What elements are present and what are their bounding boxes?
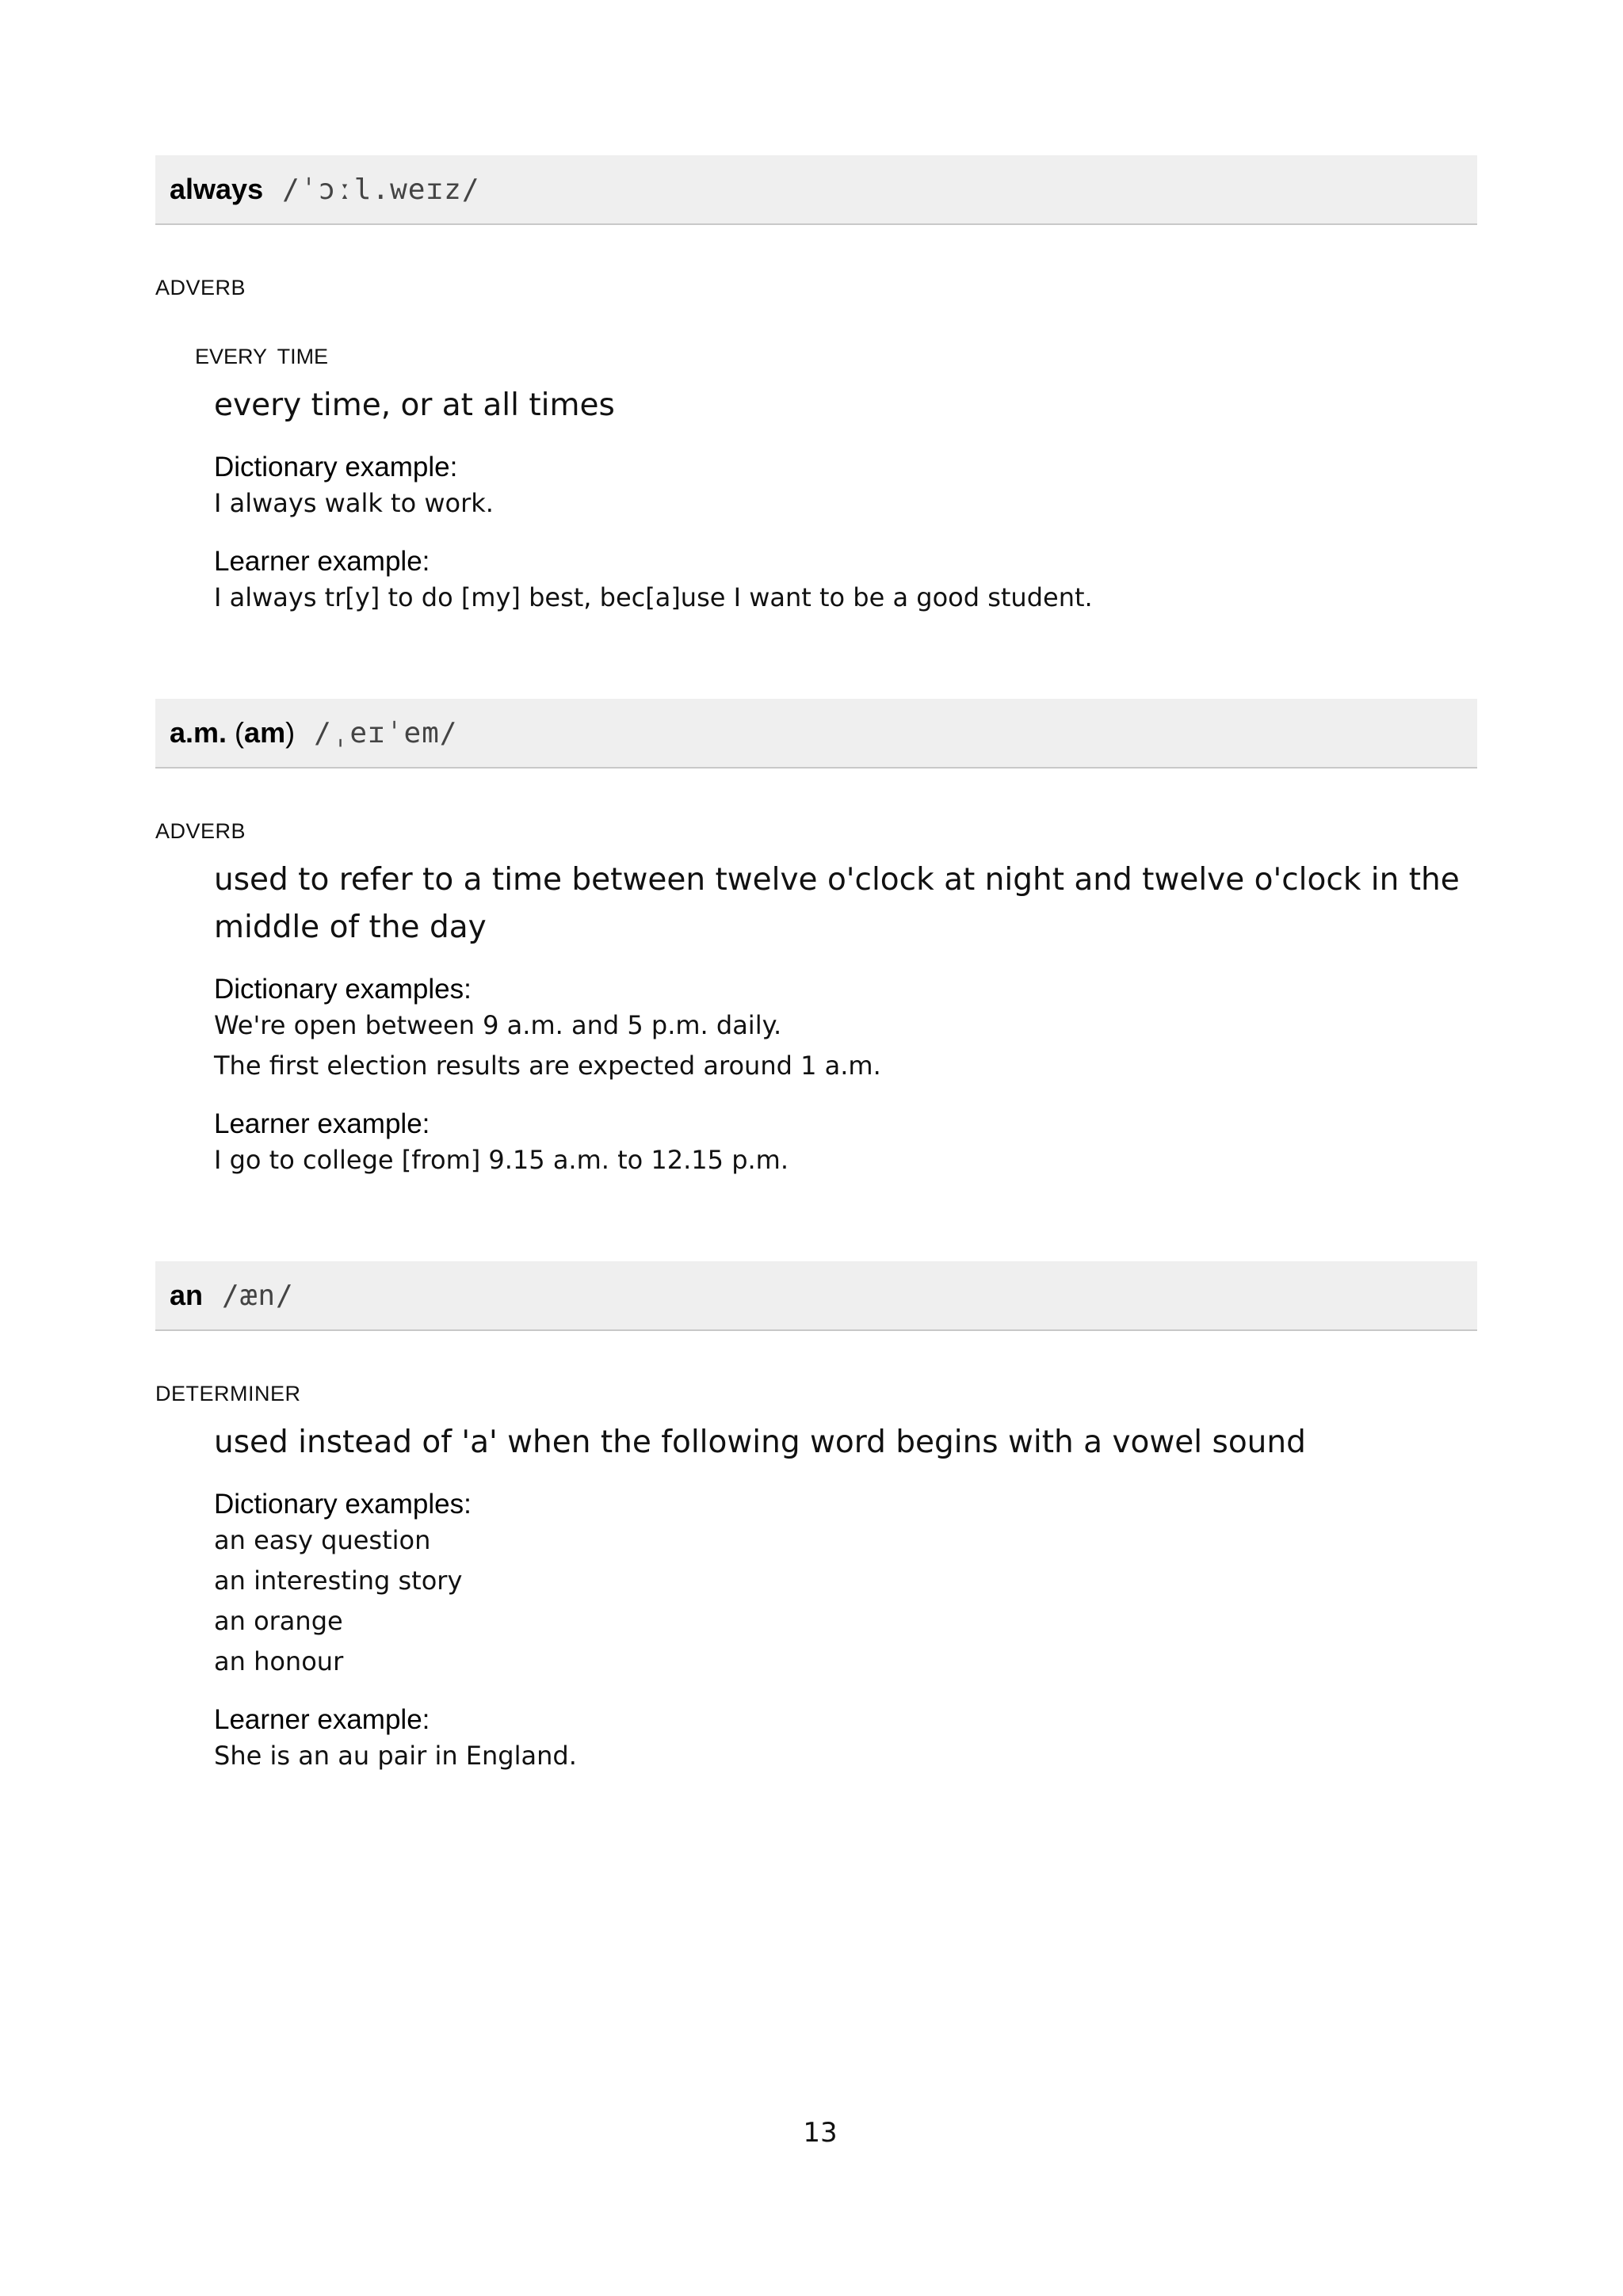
variant-close-paren: )	[285, 716, 296, 749]
dictionary-example: We're open between 9 a.m. and 5 p.m. daily.	[214, 1010, 782, 1040]
sense	[214, 1419, 1477, 1776]
page-number: 13	[803, 2117, 838, 2149]
entry-an	[155, 1261, 1477, 1776]
definition: every time, or at all times	[214, 387, 615, 423]
learner-examples-label: Learner example:	[214, 1108, 430, 1139]
learner-examples-label: Learner example:	[214, 546, 430, 577]
entry-am	[155, 699, 1477, 1180]
sense	[214, 382, 1477, 618]
headword: a.m.	[170, 716, 227, 749]
pronunciation: /ˈɔːl.weɪz/	[282, 173, 480, 206]
dictionary-example: I always walk to work.	[214, 488, 494, 518]
learner-example: I go to college [from] 9.15 a.m. to 12.15 p.m.	[214, 1145, 789, 1175]
headword: always	[170, 173, 264, 205]
dictionary-page	[155, 155, 1477, 1857]
pronunciation: /æn/	[222, 1279, 294, 1312]
dictionary-example: an interesting story	[214, 1566, 463, 1596]
part-of-speech: ADVERB	[155, 819, 246, 843]
learner-examples-label: Learner example:	[214, 1704, 430, 1735]
learner-example: She is an au pair in England.	[214, 1741, 577, 1771]
dictionary-example: an honour	[214, 1646, 344, 1676]
guideword: EVERY TIME	[195, 345, 329, 368]
dictionary-example: an orange	[214, 1606, 343, 1636]
pronunciation: /ˌeɪˈem/	[314, 716, 458, 749]
headword: an	[170, 1279, 204, 1311]
dictionary-example: an easy question	[214, 1525, 431, 1555]
variant-word: am	[244, 716, 286, 749]
part-of-speech: DETERMINER	[155, 1382, 301, 1405]
entry-header	[155, 699, 1477, 769]
headword-variant	[235, 716, 295, 749]
definition: used to refer to a time between twelve o'clock at night and twelve o'clock in the middle of the day	[214, 862, 1460, 945]
part-of-speech: ADVERB	[155, 276, 246, 299]
entry-always	[155, 155, 1477, 618]
dictionary-examples-label: Dictionary examples:	[214, 1489, 472, 1520]
definition: used instead of 'a' when the following word begins with a vowel sound	[214, 1425, 1306, 1460]
entry-header	[155, 155, 1477, 225]
entry-header	[155, 1261, 1477, 1331]
dictionary-examples-label: Dictionary examples:	[214, 974, 472, 1005]
dictionary-example: The first election results are expected around 1 a.m.	[214, 1051, 881, 1081]
variant-open-paren: (	[235, 716, 245, 749]
learner-example: I always tr[y] to do [my] best, bec[a]use I want to be a good student.	[214, 582, 1093, 612]
dictionary-examples-label: Dictionary example:	[214, 452, 458, 482]
sense	[214, 856, 1477, 1180]
